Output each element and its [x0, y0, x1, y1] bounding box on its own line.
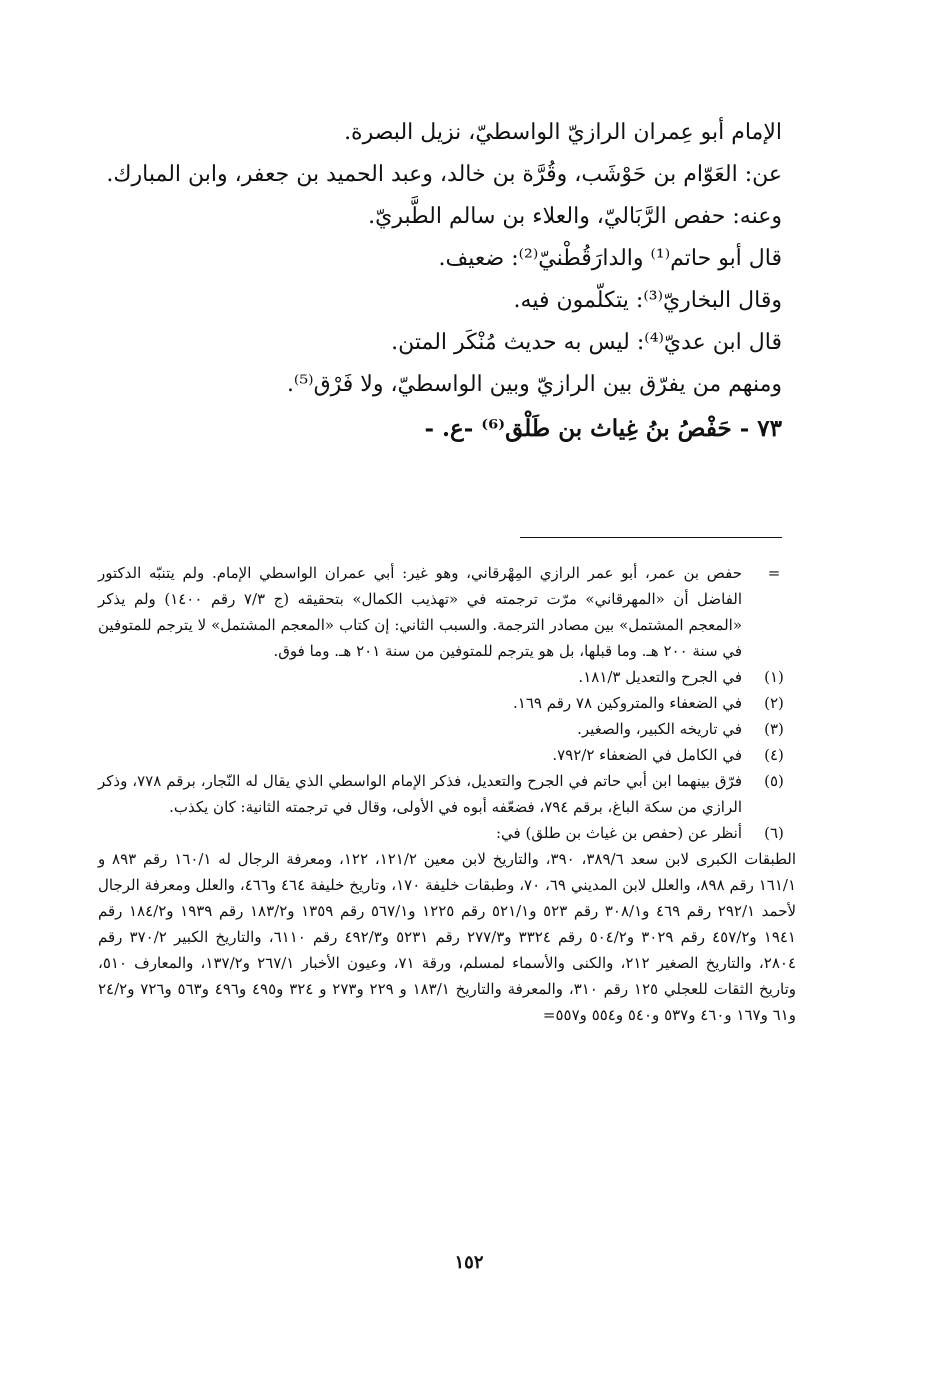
footnote-1 [98, 664, 788, 690]
footnote-continued [98, 560, 788, 664]
footnote-3 [98, 716, 788, 742]
main-line-7: ومنهم من يفرّق بين الرازيّ وبين الواسطيّ، ولا فَرْق⁽⁵⁾. [286, 372, 782, 397]
footnote-marker: (٣) [764, 720, 784, 738]
entry-heading: ٧٣ - حَفْصُ بنُ غِياث بن طَلْق⁽⁶⁾ -ع. - [424, 415, 782, 442]
footnote-text: أنظر عن (حفص بن غياث بن طلق) في: [496, 824, 742, 842]
footnote-marker: = [767, 564, 781, 582]
footnote-5 [98, 768, 788, 820]
footnote-2 [98, 690, 788, 716]
page-number: ١٥٢ [454, 1252, 484, 1273]
main-line-4: قال أبو حاتم⁽¹⁾ والدارَقُطْنيّ⁽²⁾: ضعيف. [438, 246, 782, 271]
footnote-6-sources: الطبقات الكبرى لابن سعد ٣٨٩/٦، ٣٩٠، والتاريخ لابن معين ١٢١/٢، ١٢٢، ومعرفة الرجال له ١٦٠/١ رقم ٨٩٣ و ١٦١/١ رقم ٨٩٨، والعلل لابن المديني ٦٩، ٧٠، وطبقات خليفة ١٧٠، وتاريخ خليفة ٤٦٤ و٤٦٦، والعلل ومعرفة الرجال لأحمد ٢٩٢/١ رقم ٤٦٩ و٣٠٨/١ رقم ٥٢٣ و٥٢١/١ رقم ١٢٢٥ و٥٦٧/١ رقم ١٣٥٩ و١٨٣/٢ رقم ١٩٣٩ و١٨٤/٢ رقم ١٩٤١ و٤٥٧/٢ رقم ٣٠٢٩ و٥٠٤/٢ رقم ٣٣٢٤ و٢٧٧/٣ رقم ٥٢٣١ و٤٩٢/٣ رقم ٦١١٠، والتاريخ الكبير ٣٧٠/٢ رقم ٢٨٠٤، والتاريخ الصغير ٢١٢، والكنى والأسماء لمسلم، ورقة ٧١، وعيون الأخبار ٢٦٧/١ و١٣٧/٢، والمعارف ٥١٠، وتاريخ الثقات للعجلي ١٢٥ رقم ٣١٠، والمعرفة والتاريخ ١٨٣/١ و ٢٢٩ و٢٧٣ و ٣٢٤ و٤٩٥ و٤٩٦ و٥٦٣ و٧٢٦ و٢٤/٢ و٦١ و١٦٧ و٤٦٠ و٥٣٧ و٥٤٠ و٥٥٤ و٥٥٧= [98, 850, 797, 1024]
main-line-1: الإمام أبو عِمران الرازيّ الواسطيّ، نزيل البصرة. [344, 120, 782, 145]
footnote-text: في الكامل في الضعفاء ٧٩٢/٢. [552, 746, 742, 764]
footnote-marker: (٢) [764, 694, 784, 712]
main-line-3: وعنه: حفص الرَّبَاليّ، والعلاء بن سالم الطَّبريّ. [368, 204, 782, 229]
footnote-marker: (٥) [764, 772, 784, 790]
footnote-text: فرّق بينهما ابن أبي حاتم في الجرح والتعديل، فذكر الإمام الواسطي الذي يقال له النّجار، برقم ٧٧٨، وذكر الرازي من سكة الباغ، برقم ٧٩٤، فضعّفه أبوه في الأولى، وقال في ترجمته الثانية: كان يكذب. [98, 772, 742, 816]
footnote-text: حفص بن عمر، أبو عمر الرازي المِهْرقاني، وهو غير: أبي عمران الواسطي الإمام. ولم يتنبّه الدكتور الفاضل أن «المهرقاني» مرّت ترجمته في «تهذيب الكمال» بتحقيقه (ج ٧/٣ رقم ١٤٠٠) ولم يذكر «المعجم المشتمل» بين مصادر الترجمة. والسبب الثاني: إن كتاب «المعجم المشتمل» لا يترجم للمتوفين في سنة ٢٠٠ هـ. وما قبلها، بل هو يترجم للمتوفين من سنة ٢٠١ هـ. وما فوق. [98, 564, 743, 660]
footnote-marker: (١) [764, 668, 784, 686]
footnote-4 [98, 742, 788, 768]
footnote-6 [98, 820, 788, 846]
footnote-text: في الجرح والتعديل ١٨١/٣. [578, 668, 742, 686]
footnotes-block [98, 560, 797, 1028]
footnote-marker: (٤) [764, 746, 784, 764]
main-text-block [102, 112, 782, 450]
footnote-text: في الضعفاء والمتروكين ٧٨ رقم ١٦٩. [513, 694, 742, 712]
footnote-marker: (٦) [764, 824, 784, 842]
footnote-text: في تاريخه الكبير، والصغير. [577, 720, 742, 738]
footnote-separator [520, 537, 782, 538]
main-line-6: قال ابن عديّ⁽⁴⁾: ليس به حديث مُنْكَر المتن. [391, 330, 782, 355]
main-line-5: وقال البخاريّ⁽³⁾: يتكلّمون فيه. [513, 288, 782, 313]
main-line-2: عن: العَوّام بن حَوْشَب، وقُرَّة بن خالد، وعبد الحميد بن جعفر، وابن المبارك. [106, 162, 782, 187]
